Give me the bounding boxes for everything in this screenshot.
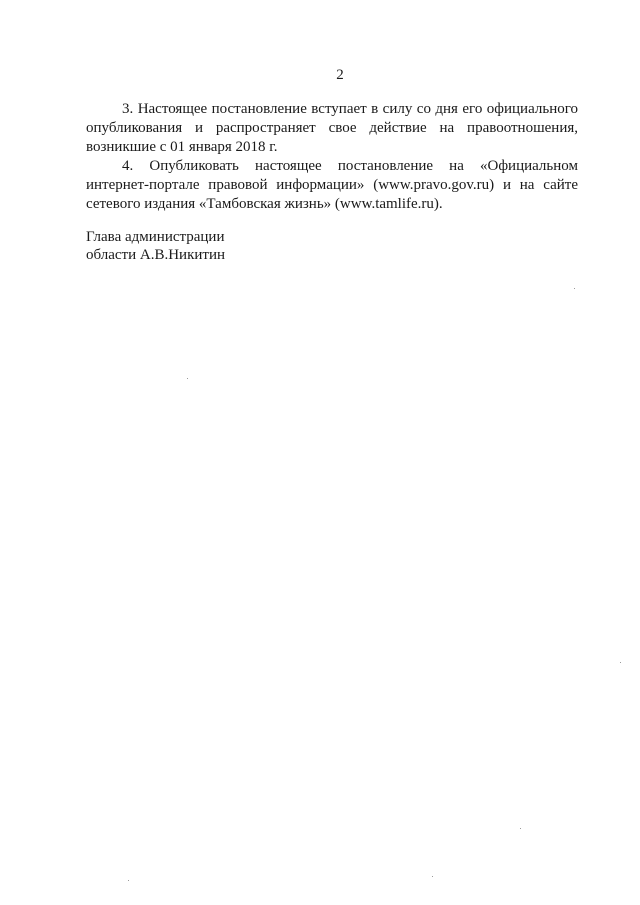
paragraph-4: 4. Опубликовать настоящее постановление на «Официальном интернет-портале правовой информации» (www.pravo.gov.ru) и на сайте сетевого издания «Тамбовская жизнь» (www.tamlife.ru). [86, 158, 578, 212]
scan-speck [574, 288, 575, 289]
scan-speck [432, 876, 433, 877]
scan-speck [520, 828, 521, 829]
signature-name: области А.В.Никитин [86, 247, 226, 263]
paragraph-3: 3. Настоящее постановление вступает в силу со дня его официального опубликования и распространяет свое действие на правоотношения, возникшие с 01 января 2018 г. [86, 101, 578, 155]
signature-title: Глава администрации [86, 229, 225, 245]
scan-speck [620, 662, 621, 663]
scan-speck [187, 378, 188, 379]
page-number: 2 [336, 67, 344, 83]
signature-block [86, 228, 346, 264]
scan-speck [128, 880, 129, 881]
